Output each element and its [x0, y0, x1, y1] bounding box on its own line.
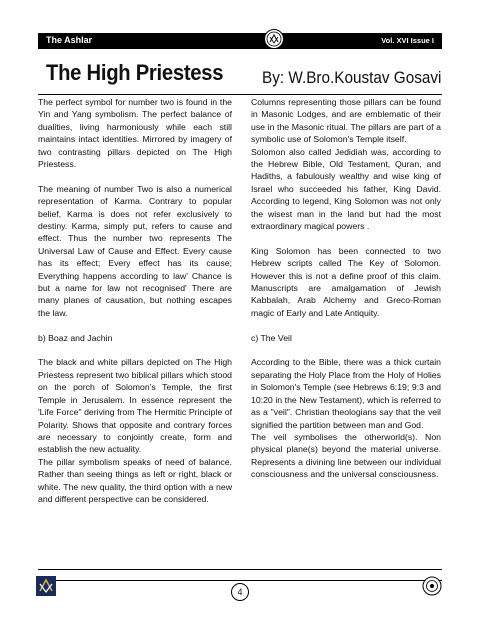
paragraph: The black and white pillars depicted on The High Priestess represent two biblical pillars which stood on the porch of Solomon's Temple, the first Temple in Jerusalem. In essence represent the 'Life Force" deriving from The Hermitic Principle of Polarity. Shows that opposite and contrary forces are necessary to conjointly create, form and establish the new actuality.	[38, 357, 232, 455]
section-heading: c) The Veil	[251, 332, 292, 343]
page-number: 4	[231, 583, 249, 601]
title-divider	[38, 94, 442, 95]
section-heading: b) Boaz and Jachin	[38, 332, 113, 343]
square-compass-icon	[36, 576, 56, 596]
paragraph: Solomon also called Jedidiah was, according to the Hebrew Bible, Old Testament, Quran, and Hadiths, a fabulously wealthy and wise king of Israel who succeeded his father, King David. According to legend, King Solomon was not only the wisest man in the land but had the most extraordinary magical powers .	[251, 146, 441, 232]
article-byline: By: W.Bro.Koustav Gosavi	[262, 68, 442, 87]
paragraph: The meaning of number Two is also a numerical representation of Karma. Contrary to popular belief, Karma is does not refer exclusively to destiny. Karma, simply put, refers to cause and effect. Thus the number two represents The Universal Law of Cause and Effect. Every cause has its effect; Every effect has its cause; Everything happens according to law' Chance is but a name for law not recognised' There are many planes of causation, but nothing escapes the law.	[38, 183, 232, 318]
footer-divider	[38, 569, 442, 570]
lodge-seal-icon	[422, 576, 442, 596]
issue-label: Vol. XVI Issue I	[381, 36, 434, 45]
paragraph: According to the Bible, there was a thick curtain separating the Holy Place from the Holy of Holies in Solomon's Temple (see Hebrews 6:19; 9:3 and 10:20 in the New Testament), which is referred to as a "veil". Christian theologians say that the veil signified the partition between man and God.	[251, 357, 441, 430]
article-title: The High Priestess	[46, 60, 224, 85]
paragraph: The pillar symbolism speaks of need of balance. Rather than seeing things as left or right, black or white. The new quality, the third option with a new and different perspective can be considered.	[38, 456, 232, 504]
right-column	[251, 96, 441, 493]
masonic-emblem-icon	[264, 29, 284, 49]
left-column	[38, 96, 232, 518]
publication-name: The Ashlar	[46, 35, 93, 45]
paragraph: The perfect symbol for number two is found in the Yin and Yang symbolism. The perfect balance of dualities, living harmoniously while each still maintains intact identities. Mirrored by imagery of two contrasting pillars depicted on The High Priestess.	[38, 97, 232, 170]
paragraph: The veil symbolises the otherworld(s). Non physical plane(s) beyond the material universe. Represents a divining line between our individual consciousness and the universal consciousness.	[251, 431, 441, 480]
paragraph: King Solomon has been connected to two Hebrew scripts called The Key of Solomon. However this is not a define proof of this claim. Manuscripts are amalgamation of Jewish Kabbalah, Arab Alchemy and Greco-Roman magic of Early and Late Antiquity.	[251, 245, 441, 318]
paragraph: Columns representing those pillars can be found in Masonic Lodges, and are emblematic of their use in the Masonic ritual. The pillars are part of a symbolic use of Solomon's Temple itself.	[251, 97, 441, 145]
footer-divider-thin	[38, 580, 442, 581]
page-header	[38, 33, 442, 49]
